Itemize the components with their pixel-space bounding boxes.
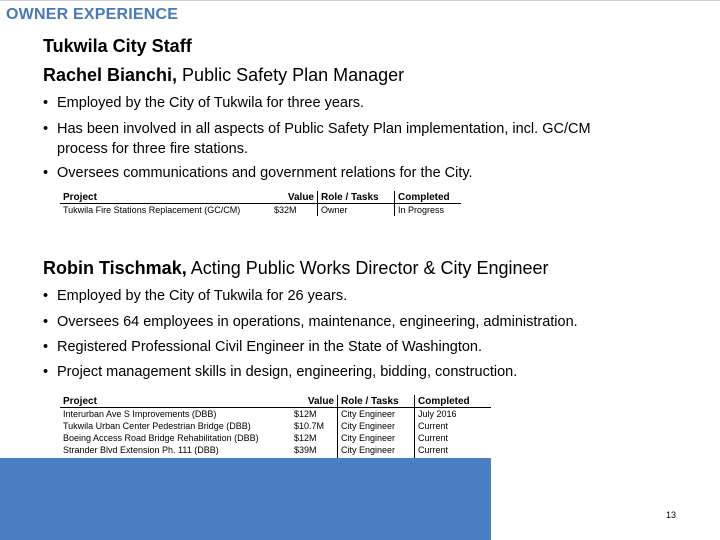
cell-role: Owner xyxy=(318,204,395,217)
col-header-completed: Completed xyxy=(395,191,462,204)
table-row xyxy=(60,408,491,421)
page-number: 13 xyxy=(665,510,676,520)
person-rachel-heading xyxy=(43,65,404,86)
person-name: Rachel Bianchi, xyxy=(43,65,178,85)
bullet-item: • Project management skills in design, engineering, bidding, construction. xyxy=(43,364,518,380)
cell-role: City Engineer xyxy=(338,444,415,456)
bullet-text: Oversees communications and government relations for the City. xyxy=(57,165,473,181)
bullet-text: Employed by the City of Tukwila for three years. xyxy=(57,95,365,111)
cell-completed: Current xyxy=(415,432,492,444)
table-row xyxy=(60,420,491,432)
cell-role: City Engineer xyxy=(338,432,415,444)
cell-project: Interurban Ave S Improvements (DBB) xyxy=(63,409,217,419)
bullet-text: Has been involved in all aspects of Public Safety Plan implementation, incl. GC/CM xyxy=(57,121,591,137)
bullet-text: Project management skills in design, engineering, bidding, construction. xyxy=(57,364,518,380)
cell-project: Tukwila Fire Stations Replacement (GC/CM) xyxy=(63,205,241,215)
cell-completed: In Progress xyxy=(395,204,462,217)
person-role: Public Safety Plan Manager xyxy=(177,65,405,85)
org-heading: Tukwila City Staff xyxy=(43,36,192,56)
cell-completed: July 2016 xyxy=(415,408,492,421)
bullet-text: Registered Professional Civil Engineer in the State of Washington. xyxy=(57,339,483,355)
bullet-item: • Has been involved in all aspects of Public Safety Plan implementation, incl. GC/CM process for three fire stations. xyxy=(43,121,591,157)
bullet-text: Oversees 64 employees in operations, maintenance, engineering, administration. xyxy=(57,314,578,330)
person-role: Acting Public Works Director & City Engineer xyxy=(186,258,549,278)
cell-value: $12M xyxy=(294,409,317,419)
bullet-text: Employed by the City of Tukwila for 26 years. xyxy=(57,288,348,304)
cell-value: $12M xyxy=(294,433,317,443)
person-name: Robin Tischmak, xyxy=(43,258,187,278)
bullet-item: • Registered Professional Civil Engineer in the State of Washington. xyxy=(43,339,483,355)
cell-project: Boeing Access Road Bridge Rehabilitation (DBB) xyxy=(63,433,259,443)
table-row xyxy=(60,204,461,217)
section-title: OWNER EXPERIENCE xyxy=(6,6,179,23)
table-row xyxy=(60,444,491,456)
col-header-value: Value xyxy=(291,395,338,408)
cell-value: $39M xyxy=(294,445,317,455)
col-header-completed: Completed xyxy=(415,395,492,408)
bullet-item: • Oversees 64 employees in operations, maintenance, engineering, administration. xyxy=(43,314,578,330)
cell-completed: Current xyxy=(415,444,492,456)
bullet-item: • Oversees communications and government relations for the City. xyxy=(43,165,473,181)
col-header-project: Project xyxy=(60,191,271,204)
col-header-role: Role / Tasks xyxy=(318,191,395,204)
col-header-value: Value xyxy=(271,191,318,204)
bullet-item: • Employed by the City of Tukwila for three years. xyxy=(43,95,365,111)
table-row xyxy=(60,432,491,444)
cell-role: City Engineer xyxy=(338,408,415,421)
person-robin-heading xyxy=(43,258,549,279)
bullet-item: • Employed by the City of Tukwila for 26 years. xyxy=(43,288,348,304)
cell-role: City Engineer xyxy=(338,420,415,432)
cell-project: Tukwila Urban Center Pedestrian Bridge (DBB) xyxy=(63,421,251,431)
cell-project: Strander Blvd Extension Ph. 111 (DBB) xyxy=(63,445,219,455)
cell-value: $10.7M xyxy=(294,421,325,431)
col-header-project: Project xyxy=(60,395,291,408)
top-divider xyxy=(0,0,720,1)
bullet-text-cont: process for three fire stations. xyxy=(57,141,248,157)
cell-value: $32M xyxy=(274,205,297,215)
page-number-box xyxy=(491,458,720,540)
project-table-rachel xyxy=(60,191,461,216)
cell-completed: Current xyxy=(415,420,492,432)
col-header-role: Role / Tasks xyxy=(338,395,415,408)
